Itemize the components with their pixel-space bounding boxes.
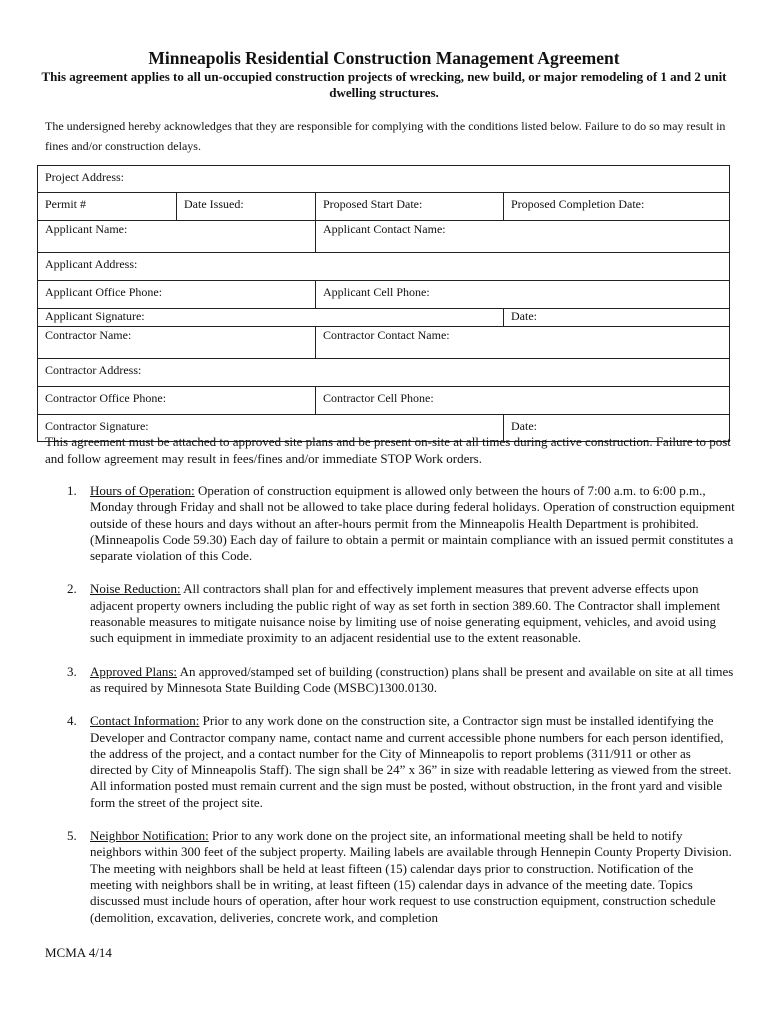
applicant-signature-field[interactable]: Applicant Signature: xyxy=(38,309,504,327)
applicant-name-field[interactable]: Applicant Name: xyxy=(38,221,316,253)
condition-number: 3. xyxy=(67,663,77,679)
applicant-contact-name-field[interactable]: Applicant Contact Name: xyxy=(316,221,730,253)
project-address-field[interactable]: Project Address: xyxy=(38,166,730,193)
condition-text: All contractors shall plan for and effectively implement measures that prevent adverse effects upon adjacent property owners including the public right of way as set forth in section 389.60. The Contractor shall implement reasonable measures to mitigate nuisance noise by limiting use of noise generating equipment, vehicles, and avoid using such equipment in immediate proximity to an adjacent residential use to the extent reasonable. xyxy=(90,581,721,646)
condition-number: 2. xyxy=(67,581,77,597)
contractor-signature-field[interactable]: Contractor Signature: xyxy=(38,415,504,442)
condition-heading: Noise Reduction: xyxy=(90,581,181,597)
document-title: Minneapolis Residential Construction Management Agreement xyxy=(148,48,620,68)
condition-text: An approved/stamped set of building (construction) plans shall be present and available on site at all times as required by Minnesota State Building Code (MSBC)1300.0130. xyxy=(90,663,734,695)
form-version-footer: MCMA 4/14 xyxy=(45,945,112,960)
condition-text: Prior to any work done on the project site, an informational meeting shall be held to notify neighbors within 300 feet of the subject property. Mailing labels are available through Hennepin County Property Division. The meeting with neighbors shall be held at least fifteen (15) calendar days prior to construction. Notification of the meeting with neighbors shall be in writing, at least fifteen (15) calendar days in advance of the meeting date. Topics discussed must include hours of operation, after hour work request to use construction equipment, construction schedule (demolition, excavation, deliveries, concrete work, and completion xyxy=(90,828,732,925)
condition-item xyxy=(45,581,735,646)
contractor-name-field[interactable]: Contractor Name: xyxy=(38,327,316,359)
posting-notice: This agreement must be attached to approved site plans and be present on-site at all times during active construction. Failure to post and follow agreement may result in fees/fines and/or immediate STOP Work orders. xyxy=(45,434,731,466)
condition-number: 5. xyxy=(67,828,77,844)
applicant-cell-phone-field[interactable]: Applicant Cell Phone: xyxy=(316,281,730,309)
date-issued-field[interactable]: Date Issued: xyxy=(177,193,316,221)
condition-heading: Contact Information: xyxy=(90,713,200,729)
applicant-office-phone-field[interactable]: Applicant Office Phone: xyxy=(38,281,316,309)
condition-number: 4. xyxy=(67,713,77,729)
contractor-office-phone-field[interactable]: Contractor Office Phone: xyxy=(38,387,316,415)
contractor-signature-date-field[interactable]: Date: xyxy=(504,415,730,442)
condition-heading: Hours of Operation: xyxy=(90,483,195,498)
condition-item xyxy=(45,828,735,926)
condition-item xyxy=(45,664,735,697)
applicant-address-field[interactable]: Applicant Address: xyxy=(38,253,730,281)
permit-number-field[interactable]: Permit # xyxy=(38,193,177,221)
condition-heading: Neighbor Notification: xyxy=(90,828,209,844)
proposed-start-date-field[interactable]: Proposed Start Date: xyxy=(316,193,504,221)
applicant-signature-date-field[interactable]: Date: xyxy=(504,309,730,327)
contractor-cell-phone-field[interactable]: Contractor Cell Phone: xyxy=(316,387,730,415)
condition-text: Prior to any work done on the construction site, a Contractor sign must be installed identifying the Developer and Contractor company name, contact name and current accessible phone numbers for each person identified, the address of the project, and a contact number for the City of Minneapolis to report problems (311/911 or other as directed by City of Minneapolis Staff). The sign shall be 24” x 36” in size with readable lettering as viewed from the street. All information posted must remain current and the sign must be posted, without obstruction, in the front yard and visible form the street of the project site. xyxy=(90,713,732,810)
contractor-address-field[interactable]: Contractor Address: xyxy=(38,359,730,387)
intro-paragraph: The undersigned hereby acknowledges that they are responsible for complying with the conditions listed below. Failure to do so may result in fines and/or construction delays. xyxy=(45,119,726,153)
conditions-list xyxy=(45,483,735,943)
condition-text: Operation of construction equipment is allowed only between the hours of 7:00 a.m. to 6:00 p.m., Monday through Friday and shall not be allowed to take place during federal holidays. Operation of construction equipment outside of these hours and days without an after-hours permit from the Minneapolis Health Department is prohibited. (Minneapolis Code 59.30) Each day of failure to obtain a permit or maintain compliance with an issued permit constitutes a separate violation of this Code. xyxy=(90,483,735,564)
condition-item xyxy=(45,483,735,564)
document-subtitle: This agreement applies to all un-occupied construction projects of wrecking, new build, or major remodeling of 1 and 2 unit dwelling structures. xyxy=(41,69,727,100)
condition-item xyxy=(45,713,735,811)
condition-number: 1. xyxy=(67,483,77,498)
contractor-contact-name-field[interactable]: Contractor Contact Name: xyxy=(316,327,730,359)
agreement-form-table xyxy=(37,165,730,442)
proposed-completion-date-field[interactable]: Proposed Completion Date: xyxy=(504,193,730,221)
condition-heading: Approved Plans: xyxy=(90,663,178,679)
